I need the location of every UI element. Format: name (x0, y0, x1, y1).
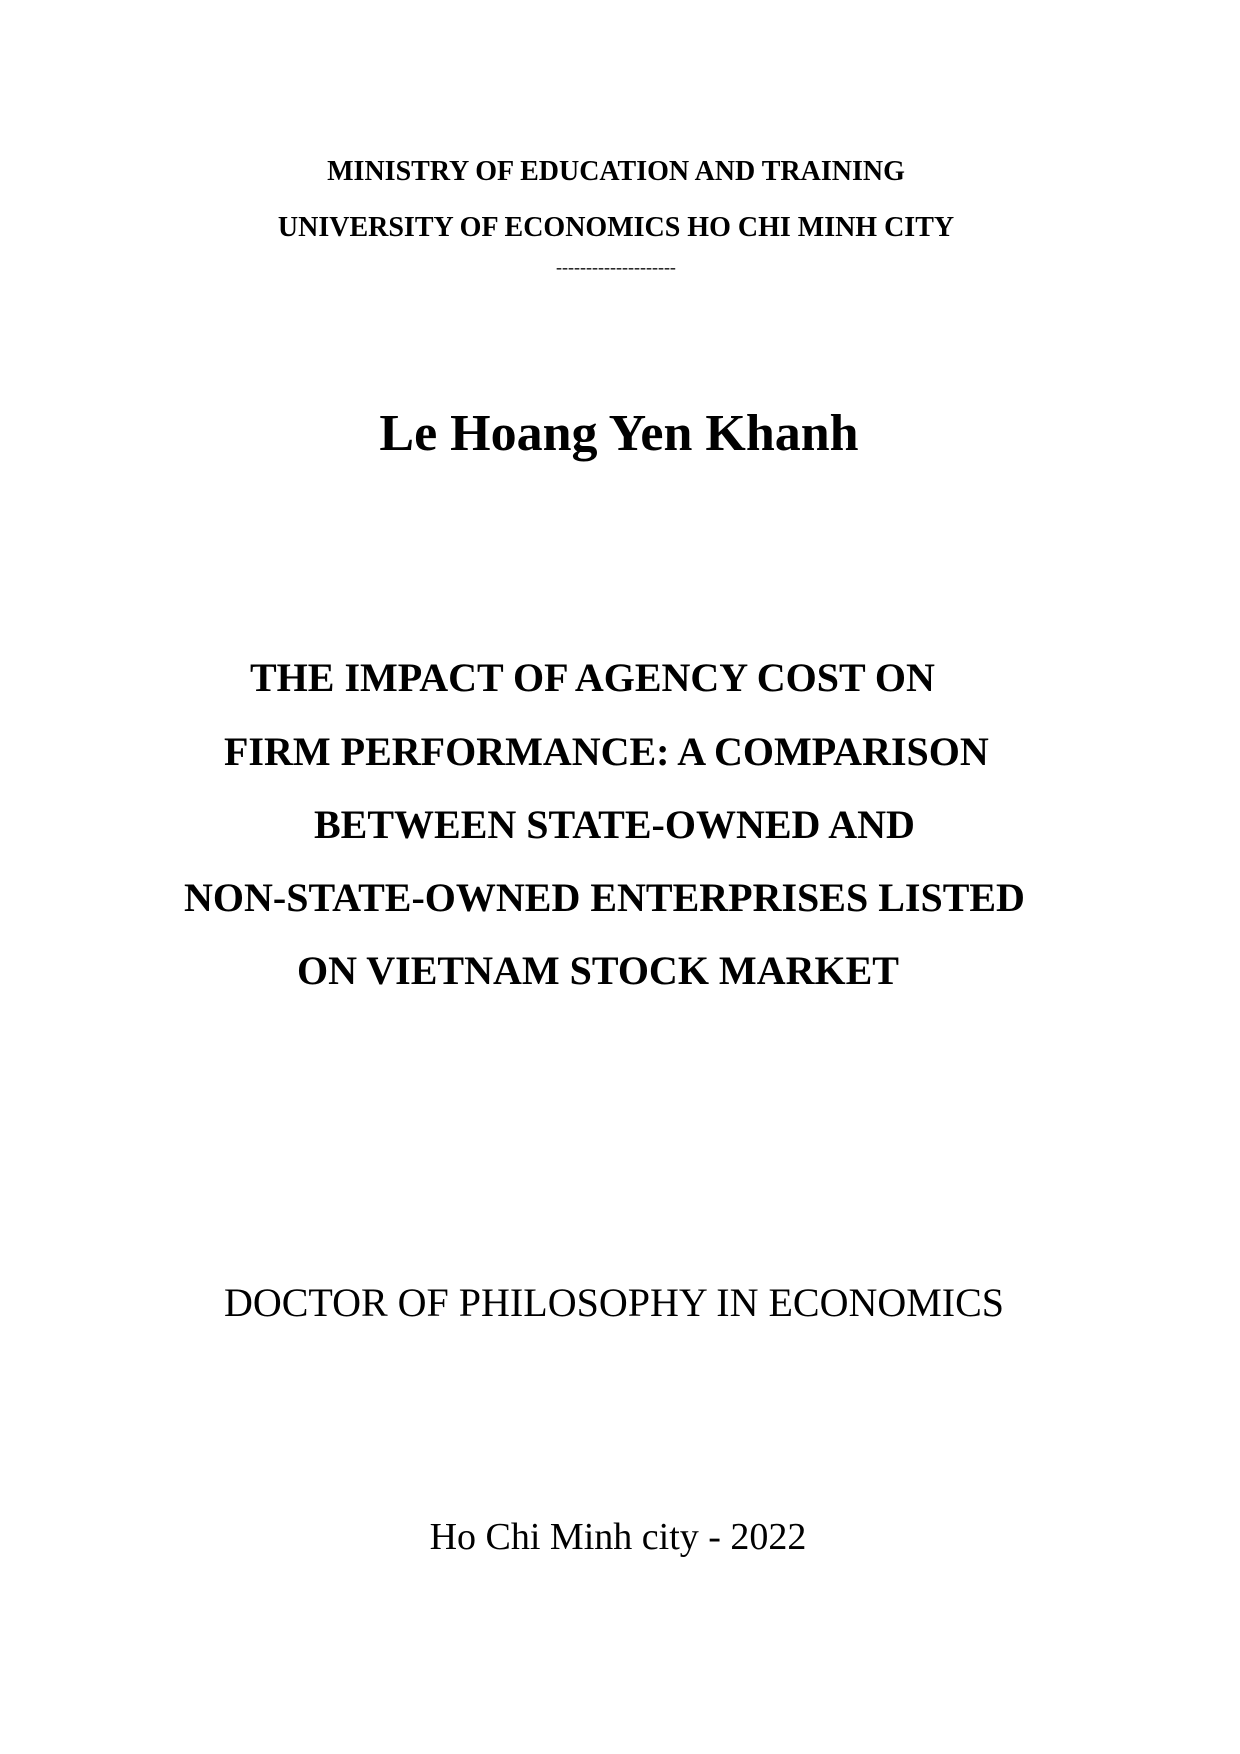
university-heading: UNIVERSITY OF ECONOMICS HO CHI MINH CITY (277, 212, 955, 243)
title-line-4: NON-STATE-OWNED ENTERPRISES LISTED (184, 875, 1025, 920)
ministry-heading: MINISTRY OF EDUCATION AND TRAINING (327, 156, 905, 187)
title-line-3: BETWEEN STATE-OWNED AND (314, 802, 915, 847)
title-line-2: FIRM PERFORMANCE: A COMPARISON (224, 729, 989, 774)
author-name: Le Hoang Yen Khanh (379, 405, 859, 462)
title-line-5: ON VIETNAM STOCK MARKET (297, 948, 899, 993)
title-line-1: THE IMPACT OF AGENCY COST ON (250, 655, 935, 700)
header-divider: -------------------- (556, 257, 676, 277)
place-and-year: Ho Chi Minh city - 2022 (429, 1516, 807, 1558)
degree-title: DOCTOR OF PHILOSOPHY IN ECONOMICS (223, 1280, 1005, 1325)
